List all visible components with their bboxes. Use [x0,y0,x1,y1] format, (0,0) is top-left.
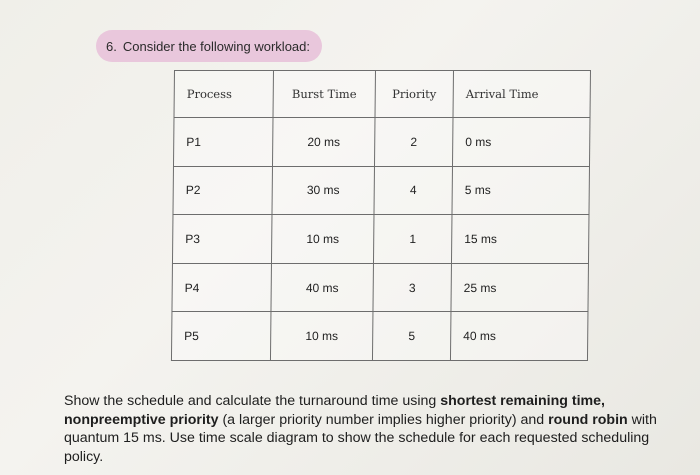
cell-arrival-time: 15 ms [451,215,589,264]
cell-burst-time: 10 ms [270,312,373,361]
prompt-emphasis-priority: nonpreemptive priority [64,411,219,428]
question-heading [96,30,322,62]
cell-process: P1 [173,118,273,167]
question-heading-text: Consider the following workload: [122,38,310,54]
table-row [173,118,590,167]
cell-process: P4 [172,263,272,312]
cell-process: P2 [173,166,273,215]
cell-process: P5 [171,312,271,361]
workload-table [171,70,591,361]
cell-priority: 2 [374,118,453,167]
cell-priority: 3 [373,263,452,312]
prompt-emphasis-srt: shortest remaining time, [440,393,605,409]
cell-arrival-time: 25 ms [451,263,589,312]
cell-burst-time: 10 ms [271,215,374,264]
table-row [172,215,589,264]
question-number: 6. [106,38,117,54]
cell-arrival-time: 40 ms [450,312,588,361]
prompt-text: with quantum 15 ms. Use time scale diagram to show the schedule for each requested scheduling policy. [64,411,657,465]
question-prompt [64,392,674,466]
cell-burst-time: 30 ms [272,166,375,215]
cell-priority: 1 [373,215,452,264]
header-priority: Priority [375,71,453,118]
prompt-text: (a larger priority number implies higher priority) and [218,411,549,428]
cell-priority: 4 [374,166,453,215]
prompt-emphasis-rr: round robin [548,411,628,428]
header-process: Process [174,71,273,118]
table-row [171,312,588,361]
table-header-row [174,71,590,118]
cell-process: P3 [172,215,272,264]
cell-priority: 5 [372,312,451,361]
prompt-text: Show the schedule and calculate the turnaround time using [64,393,441,409]
header-arrival-time: Arrival Time [453,71,590,118]
cell-burst-time: 40 ms [271,263,374,312]
header-burst-time: Burst Time [273,71,375,118]
table-row [172,263,589,312]
table-row [173,166,590,215]
workload-table-container [171,70,572,361]
cell-arrival-time: 0 ms [452,118,590,167]
cell-arrival-time: 5 ms [452,166,590,215]
cell-burst-time: 20 ms [272,118,375,167]
